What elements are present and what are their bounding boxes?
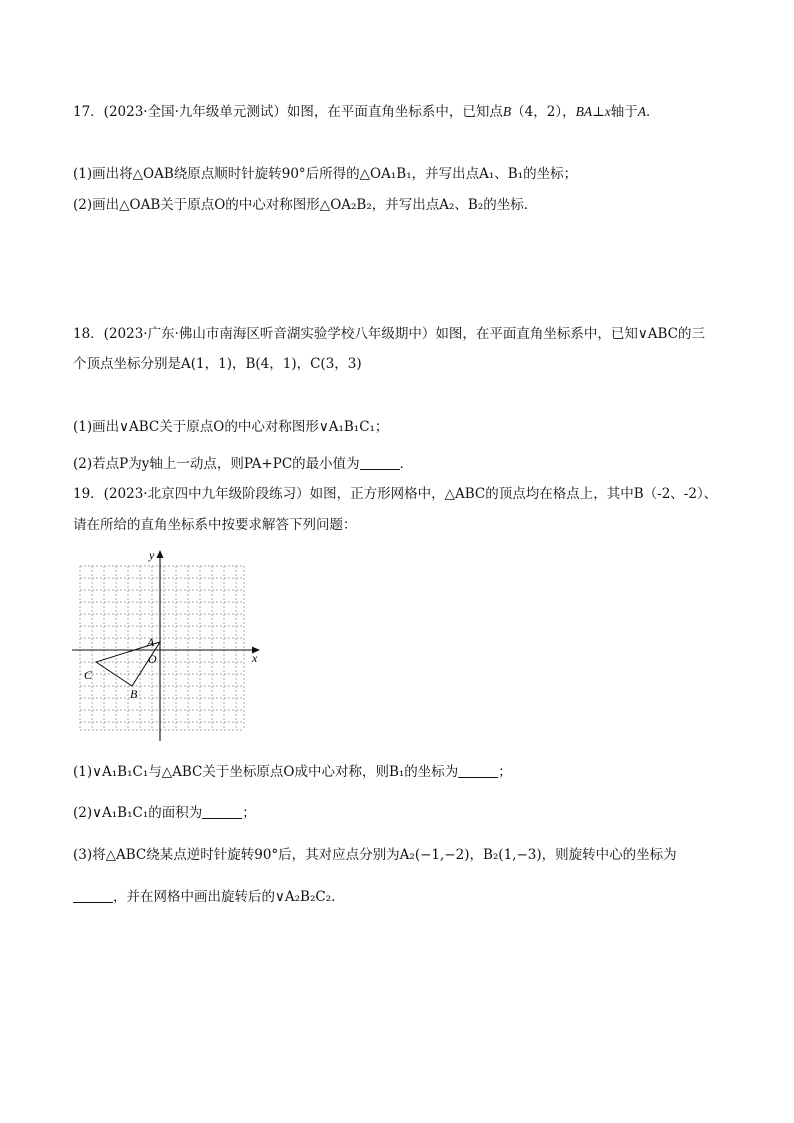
q19-part3-line1: (3)将△ABC绕某点逆时针旋转90°后，其对应点分别为A₂(−1,−2)，B₂(1,−3)，则旋转中心的坐标为 [73,847,677,863]
q18-part2: (2)若点P为y轴上一动点，则PA+PC的最小值为 ． [73,456,414,472]
answer-blank[interactable] [360,457,400,470]
q18-line1: 18．(2023·广东·佛山市南海区听音湖实验学校八年级期中）如图，在平面直角坐标系中，已知∨ABC的三 [73,326,706,342]
point-c-label: C [84,668,93,682]
q17-part2: (2)画出△OAB关于原点O的中心对称图形△OA₂B₂，并写出点A₂、B₂的坐标． [73,197,538,213]
grid-lines [80,566,244,730]
q19-part1: (1)∨A₁B₁C₁与△ABC关于坐标原点O成中心对称，则B₁的坐标为 ； [73,764,512,780]
q19-line2: 请在所给的直角坐标系中按要求解答下列问题： [73,517,357,533]
q19-part3-line2: ，并在网格中画出旋转后的∨A₂B₂C₂． [73,888,345,906]
q18-part1: (1)画出∨ABC关于原点O的中心对称图形∨A₁B₁C₁； [73,419,389,435]
q19-line1: 19．(2023·北京四中九年级阶段练习）如图，正方形网格中，△ABC的顶点均在格点上，其中B（-2、-2）、 [73,486,718,502]
q19-part2: (2)∨A₁B₁C₁的面积为 ； [73,805,256,821]
origin-label: O [148,652,157,666]
answer-blank[interactable] [458,765,498,778]
answer-blank[interactable] [202,806,242,819]
x-axis-label: x [252,651,258,665]
y-axis-arrow [157,550,164,558]
q18-line2: 个顶点坐标分别是A(1，1)，B(4，1)，C(3，3) [73,356,362,372]
answer-blank[interactable] [73,890,113,903]
q17-part1: (1)画出将△OAB绕原点顺时针旋转90°后所得的△OA₁B₁，并写出点A₁、B₁的坐标； [73,166,578,182]
point-b-label: B [130,687,138,701]
point-a-label: A [147,635,155,649]
q17-line1: 17．(2023·全国·九年级单元测试）如图，在平面直角坐标系中，已知点B（4，2），BA⊥x轴于A． [73,104,660,120]
coordinate-grid-figure [70,545,270,745]
y-axis-label: y [149,548,155,562]
